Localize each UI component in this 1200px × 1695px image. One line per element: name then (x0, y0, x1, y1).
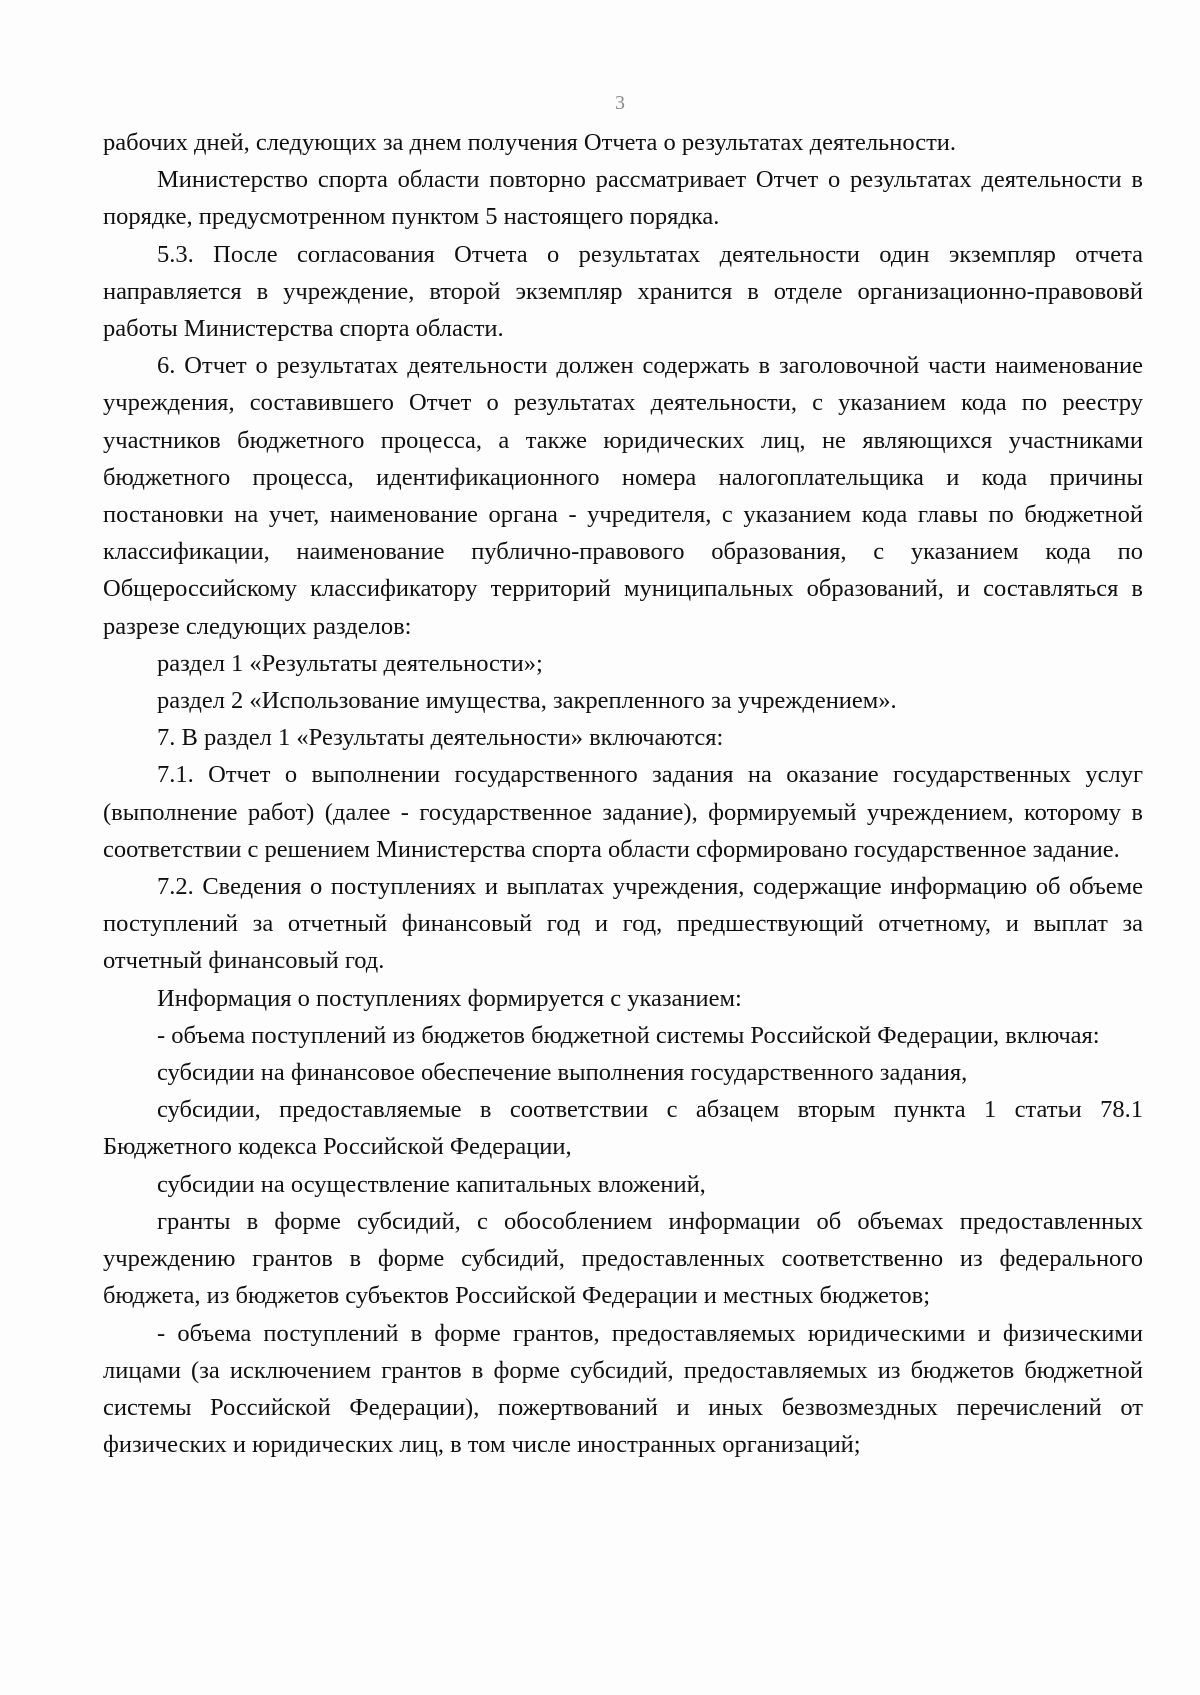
paragraph: 7. В раздел 1 «Результаты деятельности» включаются: (157, 724, 724, 752)
paragraph: субсидии, предоставляемые в соответствии с абзацем вторым пункта 1 статьи 78.1 Бюджетного кодекса Российской Федерации, (103, 1096, 1143, 1161)
list-item: раздел 2 «Использование имущества, закрепленного за учреждением». (157, 687, 897, 715)
paragraph: Информация о поступлениях формируется с указанием: (157, 984, 742, 1012)
paragraph: 5.3. После согласования Отчета о результатах деятельности один экземпляр отчета направляется в учреждение, второй экземпляр хранится в отделе организационно-правововй работы Министерства спорта области. (103, 240, 1143, 343)
paragraph: 6. Отчет о результатах деятельности должен содержать в заголовочной части наименование учреждения, составившего Отчет о результатах деятельности, с указанием кода по реестру участников бюджетного процесса, а также юридических лиц, не являющихся участниками бюджетного процесса, идентификационного номера налогоплательщика и кода причины постановки на учет, наименование органа - учредителя, с указанием кода главы по бюджетной классификации, наименование публично-правового образования, с указанием кода по Общероссийскому классификатору территорий муниципальных образований, и составляться в разрезе следующих разделов: (103, 352, 1143, 640)
paragraph: - объема поступлений в форме грантов, предоставляемых юридическими и физическими лицами (за исключением грантов в форме субсидий, предоставляемых из бюджетов бюджетной системы Российской Федерации), пожертвований и иных безвозмездных перечислений от физических и юридических лиц, в том числе иностранных организаций; (103, 1319, 1143, 1459)
paragraph: Министерство спорта области повторно рассматривает Отчет о результатах деятельности в порядке, предусмотренном пунктом 5 настоящего порядка. (103, 166, 1143, 231)
paragraph: 7.1. Отчет о выполнении государственного задания на оказание государственных услуг (выполнение работ) (далее - государственное задание), формируемый учреждением, которому в соответствии с решением Министерства спорта области сформировано государственное задание. (103, 761, 1143, 863)
paragraph: - объема поступлений из бюджетов бюджетной системы Российской Федерации, включая: (157, 1021, 1100, 1049)
list-item: субсидии на осуществление капитальных вложений, (157, 1170, 706, 1198)
paragraph: гранты в форме субсидий, с обособлением информации об объемах предоставленных учреждению грантов в форме субсидий, предоставленных соответственно из федерального бюджета, из бюджетов субъектов Российской Федерации и местных бюджетов; (103, 1207, 1143, 1310)
paragraph: рабочих дней, следующих за днем получения Отчета о результатах деятельности. (103, 129, 957, 156)
paragraph: 7.2. Сведения о поступлениях и выплатах учреждения, содержащие информацию об объеме поступлений за отчетный финансовый год и год, предшествующий отчетному, и выплат за отчетный финансовый год. (103, 873, 1143, 975)
list-item: раздел 1 «Результаты деятельности»; (157, 649, 543, 677)
document-body (103, 124, 1143, 1463)
page-number: 3 (615, 92, 625, 114)
list-item: субсидии на финансовое обеспечение выполнения государственного задания, (157, 1059, 968, 1087)
